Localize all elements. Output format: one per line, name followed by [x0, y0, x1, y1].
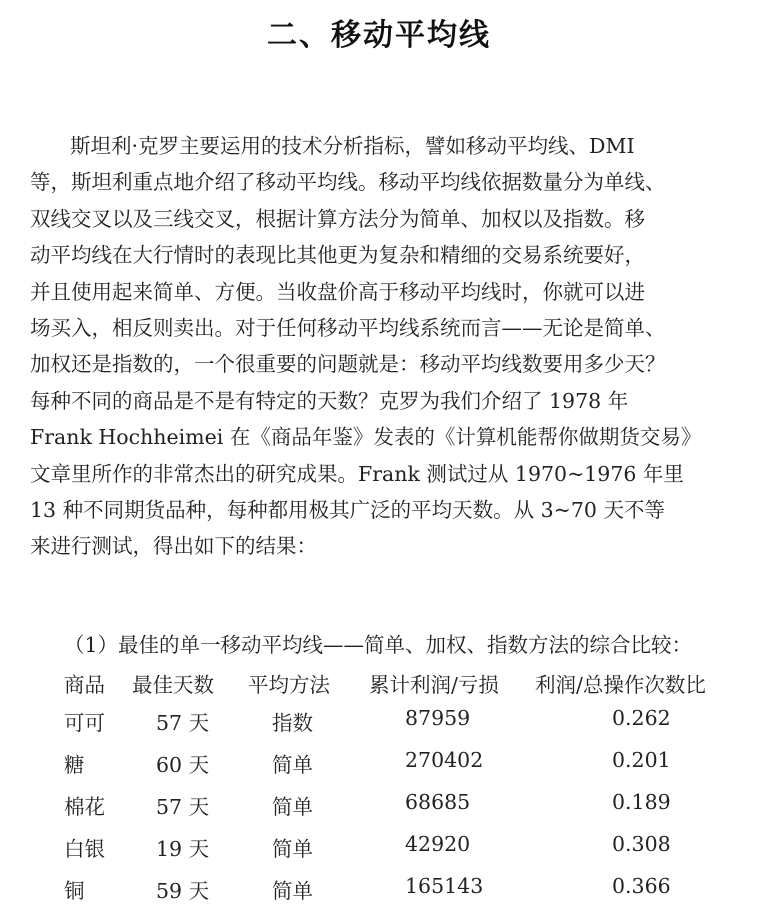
- cell-method: 简单: [272, 879, 313, 903]
- cell-commodity: 棉花: [64, 795, 105, 819]
- results-table: [0, 668, 758, 916]
- header-cell-method: 平均方法: [248, 673, 330, 697]
- cell-commodity: 可可: [64, 711, 105, 735]
- paragraph-line: 斯坦利·克罗主要运用的技术分析指标，譬如移动平均线、DMI: [70, 134, 635, 158]
- cell-best-days: 57 天: [156, 711, 210, 735]
- cell-profit-ratio: 0.189: [612, 790, 671, 814]
- paragraph-line: 13 种不同期货品种，每种都用极其广泛的平均天数。从 3~70 天不等: [30, 498, 665, 523]
- cell-best-days: 57 天: [156, 795, 210, 819]
- cell-method: 简单: [272, 837, 313, 861]
- table-row: [0, 874, 758, 916]
- paragraph-line: 场买入，相反则卖出。对于任何移动平均线系统而言——无论是简单、: [30, 316, 666, 341]
- cell-cumulative-profit: 87959: [405, 706, 471, 730]
- table-subheading: （1）最佳的单一移动平均线——简单、加权、指数方法的综合比较：: [64, 633, 693, 657]
- cell-cumulative-profit: 42920: [405, 832, 471, 856]
- cell-commodity: 铜: [64, 879, 85, 903]
- cell-best-days: 19 天: [156, 837, 210, 861]
- paragraph-line: 来进行测试，得出如下的结果：: [30, 534, 317, 559]
- paragraph-line: Frank Hochheimei 在《商品年鉴》发表的《计算机能帮你做期货交易》: [30, 425, 702, 450]
- paragraph-line: 每种不同的商品是不是有特定的天数？克罗为我们介绍了 1978 年: [30, 388, 629, 413]
- cell-cumulative-profit: 165143: [405, 874, 484, 898]
- header-cell-best-days: 最佳天数: [132, 673, 214, 697]
- header-cell-profit-ratio: 利润/总操作次数比: [535, 673, 706, 697]
- paragraph-line: 并且使用起来简单、方便。当收盘价高于移动平均线时，你就可以进: [30, 279, 645, 304]
- cell-method: 简单: [272, 795, 313, 819]
- table-row: [0, 790, 758, 832]
- cell-profit-ratio: 0.201: [612, 748, 671, 772]
- table-row: [0, 748, 758, 790]
- cell-method: 简单: [272, 753, 313, 777]
- paragraph-line: 动平均线在大行情时的表现比其他更为复杂和精细的交易系统要好，: [30, 243, 645, 268]
- paragraph-line: 加权还是指数的，一个很重要的问题就是：移动平均线数要用多少天？: [30, 352, 666, 377]
- table-header-row: [0, 668, 758, 706]
- cell-profit-ratio: 0.308: [612, 832, 671, 856]
- section-title: 二、移动平均线: [267, 18, 491, 53]
- cell-profit-ratio: 0.262: [612, 706, 671, 730]
- cell-cumulative-profit: 68685: [405, 790, 471, 814]
- body-paragraph: [30, 128, 740, 565]
- cell-best-days: 59 天: [156, 879, 210, 903]
- cell-commodity: 糖: [64, 753, 85, 777]
- paragraph-line: 文章里所作的非常杰出的研究成果。Frank 测试过从 1970~1976 年里: [30, 461, 684, 486]
- paragraph-line: 双线交叉以及三线交叉，根据计算方法分为简单、加权以及指数。移: [30, 206, 645, 231]
- header-cell-cumulative-profit: 累计利润/亏损: [369, 673, 499, 697]
- cell-profit-ratio: 0.366: [612, 874, 671, 898]
- header-cell-commodity: 商品: [64, 673, 105, 697]
- paragraph-line: 等，斯坦利重点地介绍了移动平均线。移动平均线依据数量分为单线、: [30, 170, 666, 195]
- table-row: [0, 706, 758, 748]
- cell-cumulative-profit: 270402: [405, 748, 484, 772]
- cell-commodity: 白银: [64, 837, 105, 861]
- table-row: [0, 832, 758, 874]
- cell-best-days: 60 天: [156, 753, 210, 777]
- cell-method: 指数: [272, 711, 313, 735]
